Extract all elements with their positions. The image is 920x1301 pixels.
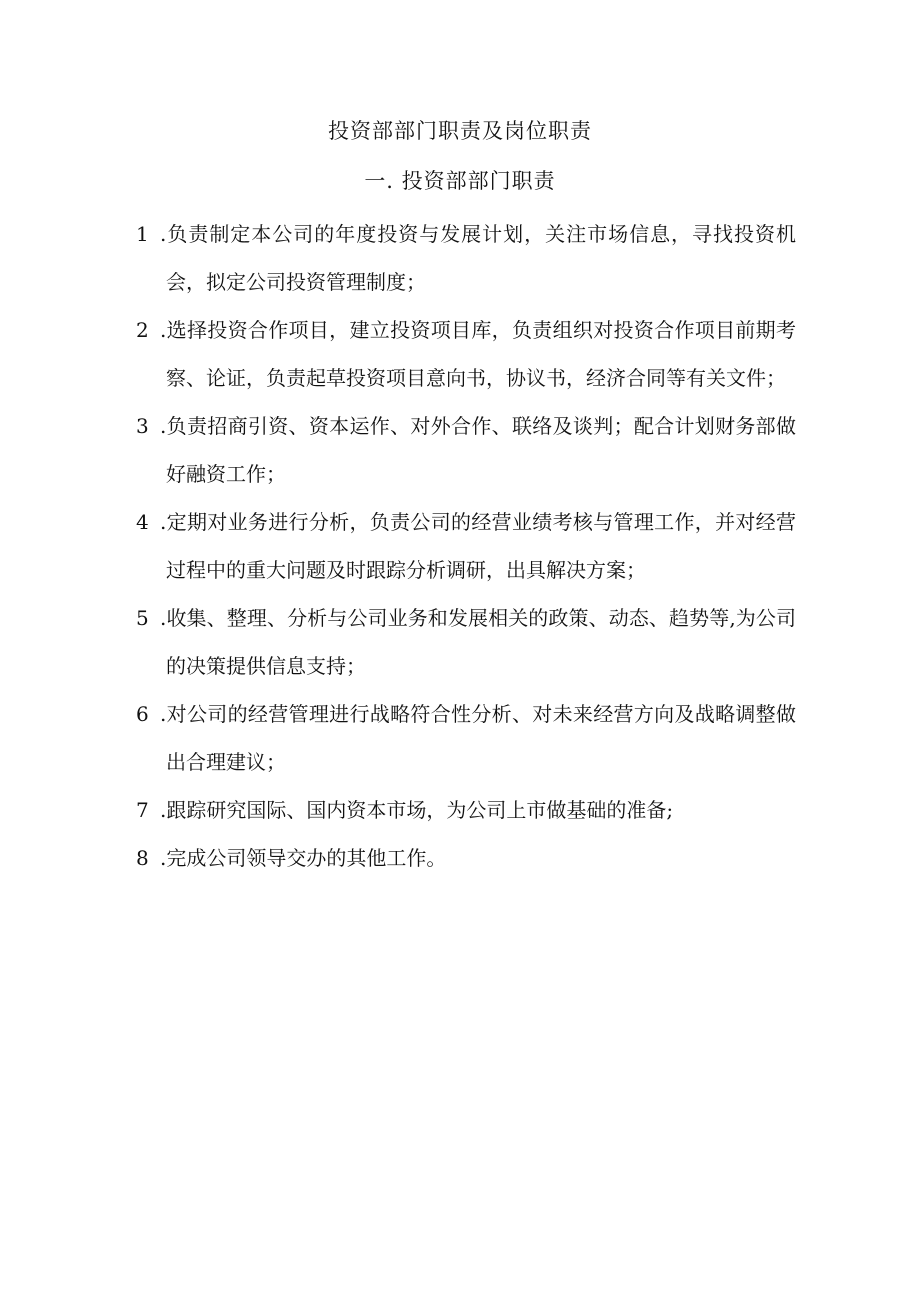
item-text: .负责招商引资、资本运作、对外合作、联络及谈判；配合计划财务部做好融资工作； <box>160 414 796 486</box>
item-text: .负责制定本公司的年度投资与发展计划，关注市场信息，寻找投资机会，拟定公司投资管理制度； <box>160 222 796 294</box>
item-text: .完成公司领导交办的其他工作。 <box>160 846 447 870</box>
list-item <box>136 210 796 306</box>
item-number: 7 <box>136 798 149 822</box>
document-title: 投资部部门职责及岗位职责 <box>328 119 592 143</box>
item-text: .选择投资合作项目，建立投资项目库，负责组织对投资合作项目前期考察、论证，负责起草投资项目意向书，协议书，经济合同等有关文件； <box>160 318 796 390</box>
item-text: .跟踪研究国际、国内资本市场，为公司上市做基础的准备; <box>160 798 674 822</box>
duty-list <box>136 210 796 882</box>
section-title: 一. 投资部部门职责 <box>364 169 556 193</box>
item-text: .对公司的经营管理进行战略符合性分析、对未来经营方向及战略调整做出合理建议； <box>160 702 796 774</box>
list-item <box>136 402 796 498</box>
item-text: .定期对业务进行分析，负责公司的经营业绩考核与管理工作，并对经营过程中的重大问题及时跟踪分析调研，出具解决方案； <box>160 510 796 582</box>
item-number: 8 <box>136 846 149 870</box>
item-number: 5 <box>136 606 149 630</box>
list-item <box>136 306 796 402</box>
item-number: 3 <box>136 414 149 438</box>
list-item <box>136 498 796 594</box>
list-item <box>136 786 796 834</box>
item-number: 2 <box>136 318 149 342</box>
list-item <box>136 834 796 882</box>
item-number: 6 <box>136 702 149 726</box>
list-item <box>136 594 796 690</box>
item-number: 1 <box>136 222 149 246</box>
item-number: 4 <box>136 510 149 534</box>
list-item <box>136 690 796 786</box>
item-text: .收集、整理、分析与公司业务和发展相关的政策、动态、趋势等,为公司的决策提供信息支持； <box>160 606 796 678</box>
